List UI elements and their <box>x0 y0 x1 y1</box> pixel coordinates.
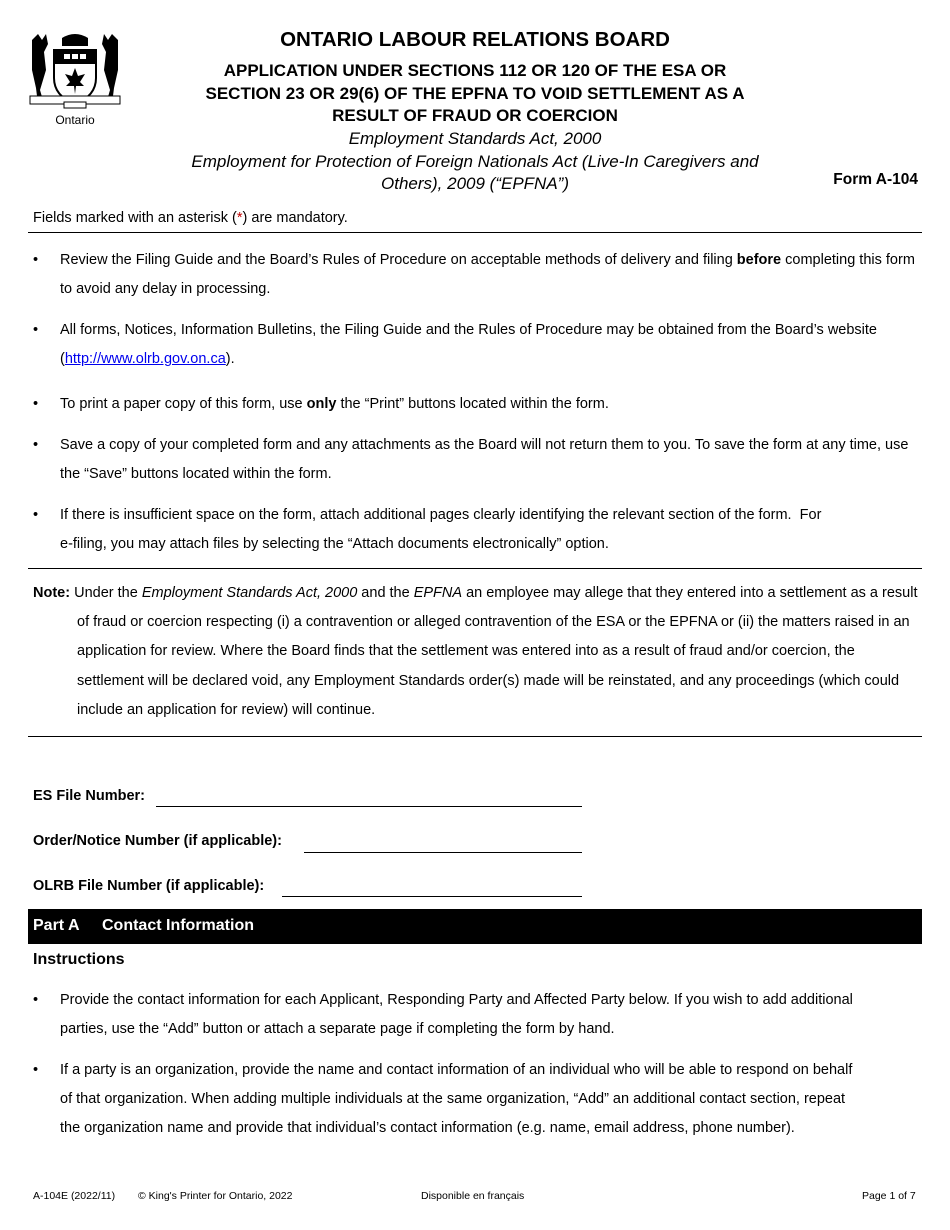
part-a-header <box>28 909 922 944</box>
general-instructions <box>33 246 918 566</box>
note-paragraph: Note: Under the Employment Standards Act, 2000 and the EPFNA an employee may allege that they entered into a settlement as a result of fraud or coercion respecting (i) a contravention or alleged contravention of the ESA or the EPFNA or (ii) the matters raised in an application for review. Where the Board finds that the settlement was entered into as a result of fraud and/or coercion, the settlement will be declared void, any Employment Standards order(s) made will be reinstated, and any proceedings (which could include an application for review) will continue. <box>33 585 918 718</box>
es-file-number-label: ES File Number: <box>33 788 145 804</box>
list-item: • Provide the contact information for each Applicant, Responding Party and Affected Party below. If you wish to add additional parties, use the “Add” button or attach a separate page if completing the form by hand. <box>33 992 853 1037</box>
divider <box>28 232 922 233</box>
order-notice-number-input[interactable] <box>304 852 582 853</box>
act-titles: Employment Standards Act, 2000 Employment for Protection of Foreign Nationals Act (Live-In Caregivers and Others), 2009 (“EPFNA”) <box>191 129 759 193</box>
part-label: Part A <box>33 917 80 934</box>
olrb-file-number-label: OLRB File Number (if applicable): <box>33 878 265 894</box>
form-subtitle: APPLICATION UNDER SECTIONS 112 OR 120 OF THE ESA OR SECTION 23 OR 29(6) OF THE EPFNA TO VOID SETTLEMENT AS A RESULT OF FRAUD OR COERCION <box>205 61 745 125</box>
copyright: © King's Printer for Ontario, 2022 <box>138 1190 293 1202</box>
list-item: • To print a paper copy of this form, use only the “Print” buttons located within the form. <box>33 396 609 412</box>
order-notice-number-label: Order/Notice Number (if applicable): <box>33 833 282 849</box>
divider <box>28 568 922 569</box>
board-title: ONTARIO LABOUR RELATIONS BOARD <box>280 28 670 51</box>
olrb-website-link[interactable]: http://www.olrb.gov.on.ca <box>64 351 226 367</box>
part-title: Contact Information <box>102 917 254 934</box>
logo-caption: Ontario <box>55 113 95 127</box>
mandatory-notice: Fields marked with an asterisk (*) are mandatory. <box>33 210 348 226</box>
list-item: • If a party is an organization, provide the name and contact information of an individual who will be able to respond on behalf of that organization. When adding multiple individuals at the same organization, “Add” an additional contact section, repeat the organization name and provide that individual’s contact information (e.g. name, email address, phone number). <box>33 1062 853 1136</box>
form-number: Form A-104 <box>833 171 918 188</box>
divider <box>28 736 922 737</box>
asterisk: * <box>236 210 243 226</box>
list-item: • Review the Filing Guide and the Board’s Rules of Procedure on acceptable methods of delivery and filing before completing this form to avoid any delay in processing. <box>33 252 915 297</box>
list-item: • Save a copy of your completed form and any attachments as the Board will not return them to you. To save the form at any time, use the “Save” buttons located within the form. <box>33 437 909 482</box>
part-a-instructions <box>33 986 918 1146</box>
olrb-file-number-input[interactable] <box>282 896 582 897</box>
page-number: Page 1 of 7 <box>862 1190 916 1202</box>
form-code: A-104E (2022/11) <box>33 1190 116 1202</box>
list-item: • If there is insufficient space on the form, attach additional pages clearly identifying the relevant section of the form. For e-filing, you may attach files by selecting the “Attach documents electronically” option. <box>33 507 822 552</box>
instructions-heading: Instructions <box>33 951 125 968</box>
es-file-number-input[interactable] <box>156 806 582 807</box>
french-availability: Disponible en français <box>421 1190 525 1202</box>
list-item: • All forms, Notices, Information Bulletins, the Filing Guide and the Rules of Procedure may be obtained from the Board’s website (http://www.olrb.gov.on.ca). <box>33 322 877 367</box>
